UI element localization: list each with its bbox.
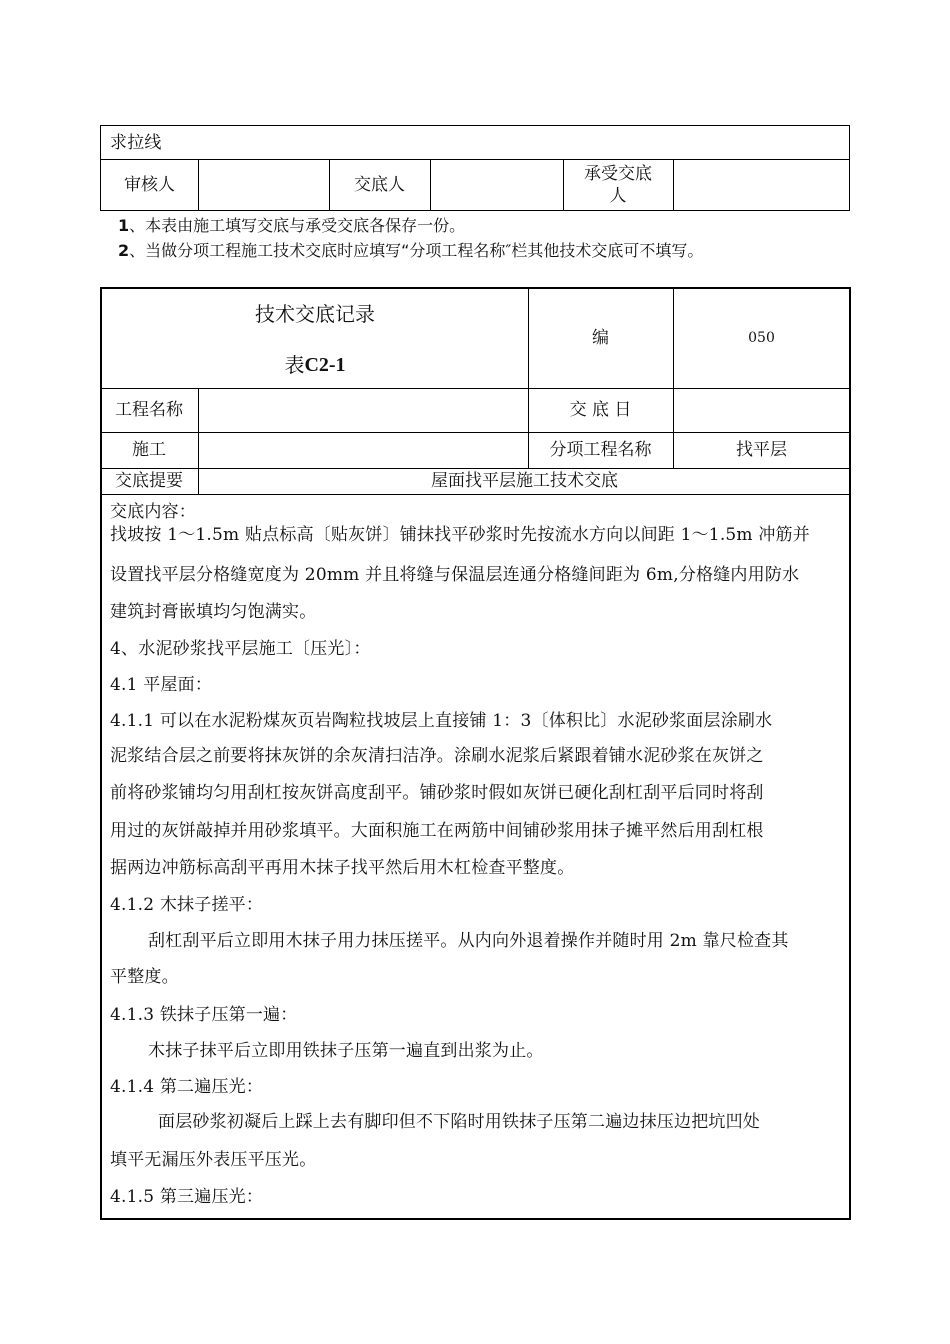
summary-value: 屋面找平层施工技术交底 [431,471,618,491]
content-line: 用过的灰饼敲掉并用砂浆填平。大面积施工在两筋中间铺砂浆用抹子摊平然后用刮杠根 [110,821,764,841]
content-line: 据两边冲筋标高刮平再用木抹子找平然后用木杠检查平整度。 [110,858,575,878]
content-line: 4.1.1 可以在水泥粉煤灰页岩陶粒找坡层上直接铺 1：3〔体积比〕水泥砂浆面层涂刷水 [110,711,773,731]
project-name-label: 工程名称 [115,400,183,420]
code-value: 050 [748,330,775,346]
content-line: 刮杠刮平后立即用木抹子用力抹压搓平。从内向外退着操作并随时用 2m 靠尺检查其 [148,931,789,951]
review-value[interactable] [199,159,329,211]
section-heading: 4.1.5 第三遍压光： [110,1187,264,1207]
receiver-label-line2: 人 [609,186,627,206]
section-heading: 4.1.4 第二遍压光： [110,1077,264,1097]
receiver-label-line1: 承受交底 [584,164,652,184]
handover-date-label: 交 底 日 [569,400,632,420]
note-2 [118,238,703,261]
content-line: 设置找平层分格缝宽度为 20mm 并且将缝与保温层连通分格缝间距为 6m,分格缝内用防水 [110,565,800,585]
summary-label: 交底提要 [115,471,183,491]
content-line: 填平无漏压外表压平压光。 [110,1150,317,1170]
form-subtitle [102,347,528,383]
note-2-number: 2 [118,241,130,260]
handover-person-value[interactable] [430,159,563,211]
note-1 [118,213,465,236]
carry-over-text: 求拉线 [110,133,162,153]
section-heading: 4.1 平屋面： [110,675,213,695]
handover-person-label: 交底人 [354,175,405,195]
content-line: 前将砂浆铺均匀用刮杠按灰饼高度刮平。铺砂浆时假如灰饼已硬化刮杠刮平后同时将刮 [110,783,764,803]
top-table-border-top [100,125,850,126]
handover-date-value[interactable] [673,388,850,432]
content-line: 木抹子抹平后立即用铁抹子压第一遍直到出浆为止。 [148,1041,544,1061]
project-name-value[interactable] [199,388,528,432]
section-heading: 4.1.2 木抹子搓平： [110,895,264,915]
section-heading: 4.1.3 铁抹子压第一遍： [110,1005,298,1025]
note-1-number: 1 [118,216,130,235]
content-line: 找坡按 1～1.5m 贴点标高〔贴灰饼〕铺抹找平砂浆时先按流水方向以间距 1～1.5m 冲筋并 [110,525,810,545]
form-title: 技术交底记录 [255,302,375,326]
section-heading: 4、水泥砂浆找平层施工〔压光〕： [110,639,371,659]
content-line: 建筑封膏嵌填均匀饱满实。 [110,602,317,622]
subproject-name-value: 找平层 [736,440,787,460]
content-line: 泥浆结合层之前要将抹灰饼的余灰清扫洁净。涂刷水泥浆后紧跟着铺水泥砂浆在灰饼之 [110,746,764,766]
content-line: 面层砂浆初凝后上踩上去有脚印但不下陷时用铁抹子压第二遍边抹压边把坑凹处 [158,1112,760,1132]
form-subtitle-prefix: 表 [284,353,305,377]
review-label: 审核人 [124,175,175,195]
code-label: 编 [592,328,609,348]
top-table-border-right [849,125,850,211]
note-2-text: 、当做分项工程施工技术交底时应填写“分项工程名称″栏其他技术交底可不填写。 [129,241,704,260]
receiver-label [563,159,673,211]
content-label: 交底内容： [110,502,196,522]
form-code: C2-1 [304,354,346,376]
content-line: 平整度。 [110,967,179,987]
form-row-sep-4 [100,494,850,495]
construction-label: 施工 [132,440,166,460]
receiver-value[interactable] [673,159,849,211]
subproject-name-label: 分项工程名称 [549,440,652,460]
construction-value[interactable] [199,432,528,468]
note-1-text: 、本表由施工填写交底与承受交底各保存一份。 [129,216,466,235]
